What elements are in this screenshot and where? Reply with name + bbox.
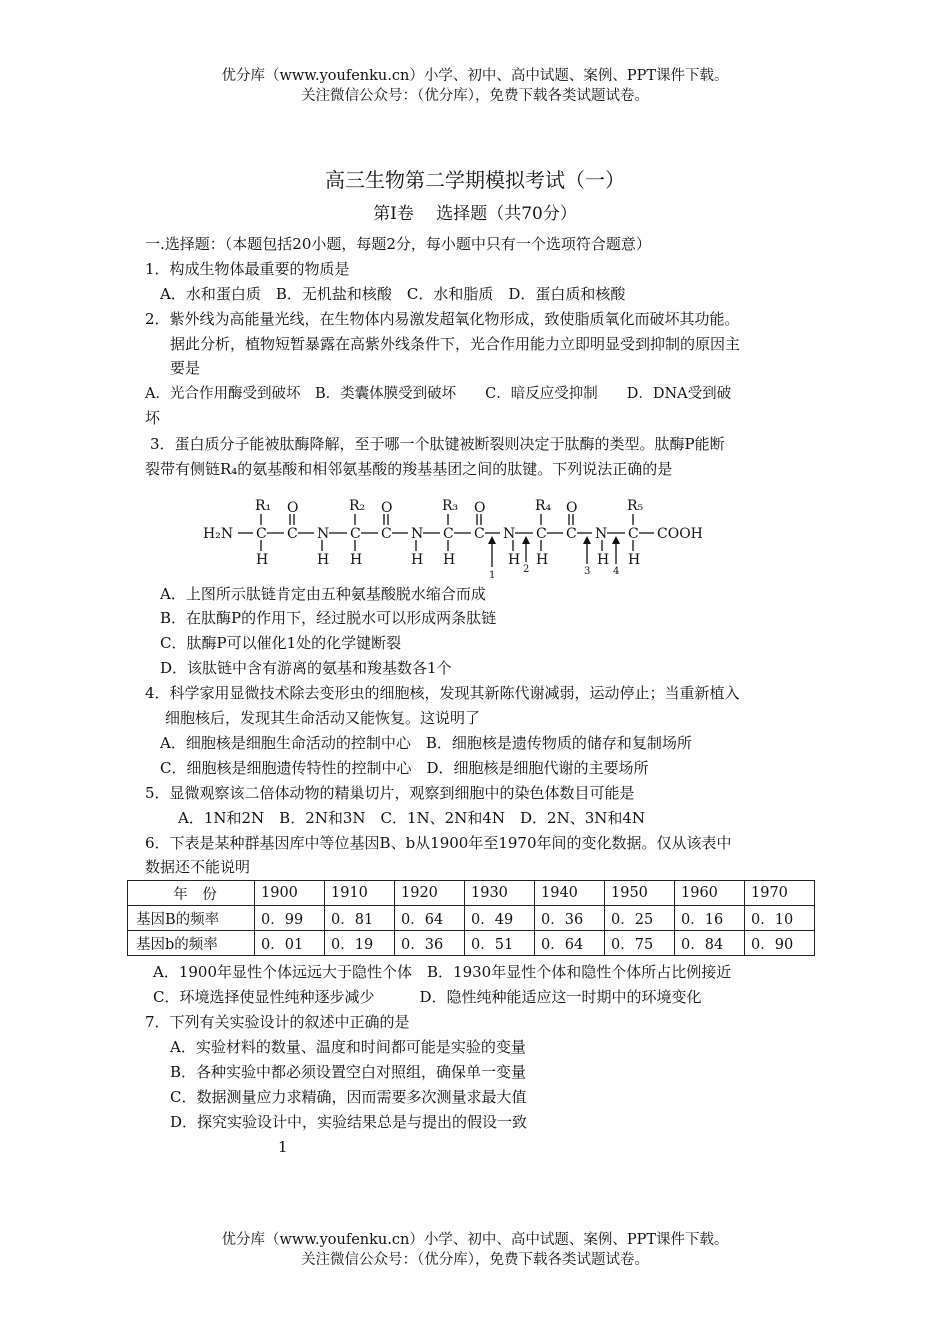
q2-stem-line-3: 要是 [170,359,201,377]
n-2: N [411,526,424,542]
table-year: 1940 [535,881,605,906]
q6-stem-line-1: 6．下表是某种群基因库中等位基因B、b从1900年至1970年间的变化数据。仅从该表中 [145,834,732,852]
table-cell: 0．49 [465,906,535,931]
table-cell: 0．81 [325,906,395,931]
table-header-label: 年 份 [128,881,255,906]
footer-line-2: 关注微信公众号：（优分库），免费下载各类试题试卷。 [301,1252,649,1268]
q1-stem: 1．构成生物体最重要的物质是 [145,260,350,278]
q3-stem-line-1: 3．蛋白质分子能被肽酶降解，至于哪一个肽键被断裂则决定于肽酶的类型。肽酶P能断 [150,435,725,453]
q2-options-line-1: A．光合作用酶受到破坏 B．类囊体膜受到破坏 C．暗反应受抑制 D．DNA受到破 [145,386,732,402]
header-line-2: 关注微信公众号：（优分库），免费下载各类试题试卷。 [301,88,649,104]
table-cell: 0．36 [395,931,465,956]
table-cell: 0．19 [325,931,395,956]
exam-title: 高三生物第二学期模拟考试（一） [325,168,625,192]
table-year: 1960 [675,881,745,906]
table-cell: 0．64 [535,931,605,956]
q4-options-line-2: C．细胞核是细胞遗传特性的控制中心 D．细胞核是细胞代谢的主要场所 [160,759,649,777]
row-label: 基因B的频率 [128,906,255,931]
row-label: 基因b的频率 [128,931,255,956]
marker-1: 1 [489,570,496,581]
q2-options-line-2: 坏 [145,409,161,427]
q6-options-line-2: C．环境选择使显性纯种逐步减少 D．隐性纯种能适应这一时期中的环境变化 [153,988,702,1006]
q3-option-a: A．上图所示肽链肯定由五种氨基酸脱水缩合而成 [160,585,486,603]
n-terminus-label: H₂N [203,526,234,542]
peptide-chain-diagram [195,492,725,582]
c-alpha-5: C [628,526,639,542]
marker-4: 4 [613,566,620,577]
r3-label: R₃ [442,498,459,514]
q6-options-line-1: A．1900年显性个体远远大于隐性个体 B．1930年显性个体和隐性个体所占比例接近 [153,963,732,981]
h-n-3: H [508,552,521,568]
n-3: N [503,526,516,542]
r1-label: R₁ [255,498,272,514]
q7-stem: 7．下列有关实验设计的叙述中正确的是 [145,1013,410,1031]
footer-line-1: 优分库（www.youfenku.cn）小学、初中、高中试题、案例、PPT课件下载。 [221,1232,729,1248]
table-year: 1900 [255,881,325,906]
header-line-1: 优分库（www.youfenku.cn）小学、初中、高中试题、案例、PPT课件下载。 [221,68,729,84]
n-1: N [317,526,330,542]
q2-stem-line-2: 据此分析，植物短暂暴露在高紫外线条件下，光合作用能力立即明显受到抑制的原因主 [170,335,741,353]
table-year: 1920 [395,881,465,906]
r5-label: R₅ [627,498,644,514]
c-carbonyl-4: C [566,526,577,542]
q6-stem-line-2: 数据还不能说明 [145,858,251,876]
part-heading: 第Ⅰ卷 选择题（共70分） [373,204,577,224]
c-alpha-4: C [536,526,547,542]
q3-option-c: C．肽酶P可以催化1处的化学键断裂 [160,634,402,652]
q4-stem-line-2: 细胞核后，发现其生命活动又能恢复。这说明了 [165,709,481,727]
h-n-2: H [411,552,424,568]
o-1: O [287,500,299,516]
table-cell: 0．01 [255,931,325,956]
q7-option-d: D．探究实验设计中，实验结果总是与提出的假设一致 [170,1113,528,1131]
o-2: O [381,500,393,516]
q3-stem-line-2: 裂带有侧链R₄的氨基酸和相邻氨基酸的羧基基团之间的肽键。下列说法正确的是 [145,460,673,478]
table-row [128,931,815,956]
c-carbonyl-2: C [381,526,392,542]
page-number: 1 [278,1138,288,1156]
c-alpha-2: C [350,526,361,542]
table-year: 1970 [745,881,815,906]
q4-options-line-1: A．细胞核是细胞生命活动的控制中心 B．细胞核是遗传物质的储存和复制场所 [160,734,692,752]
c-terminus-label: COOH [657,526,703,542]
c-alpha-3: C [443,526,454,542]
table-header-row [128,881,815,906]
h-alpha-2: H [350,552,363,568]
c-alpha-1: C [256,526,267,542]
table-row [128,906,815,931]
c-carbonyl-1: C [287,526,298,542]
table-cell: 0．75 [605,931,675,956]
h-alpha-1: H [256,552,269,568]
h-n-4: H [597,552,610,568]
h-alpha-3: H [443,552,456,568]
section-intro: 一.选择题：（本题包括20小题，每题2分，每小题中只有一个选项符合题意） [145,235,651,253]
table-cell: 0．16 [675,906,745,931]
q3-option-b: B．在肽酶P的作用下，经过脱水可以形成两条肽链 [160,609,497,627]
q2-stem-line-1: 2．紫外线为高能量光线，在生物体内易激发超氧化物形成，致使脂质氧化而破坏其功能。 [145,310,740,328]
table-cell: 0．99 [255,906,325,931]
q5-options: A．1N和2N B．2N和3N C．1N、2N和4N D．2N、3N和4N [178,809,646,827]
h-n-1: H [317,552,330,568]
q3-option-d: D．该肽链中含有游离的氨基和羧基数各1个 [160,659,452,677]
q4-stem-line-1: 4．科学家用显微技术除去变形虫的细胞核，发现其新陈代谢减弱，运动停止；当重新植入 [145,684,740,702]
table-cell: 0．90 [745,931,815,956]
table-year: 1950 [605,881,675,906]
c-carbonyl-3: C [474,526,485,542]
marker-3: 3 [584,566,591,577]
table-cell: 0．36 [535,906,605,931]
table-year: 1910 [325,881,395,906]
o-4: O [566,500,578,516]
h-alpha-5: H [628,552,641,568]
marker-2: 2 [523,564,530,575]
q7-option-a: A．实验材料的数量、温度和时间都可能是实验的变量 [170,1038,526,1056]
o-3: O [474,500,486,516]
q1-options: A．水和蛋白质 B．无机盐和核酸 C．水和脂质 D．蛋白质和核酸 [160,285,626,303]
r2-label: R₂ [349,498,366,514]
gene-frequency-table [127,880,815,956]
n-4: N [595,526,608,542]
table-cell: 0．10 [745,906,815,931]
r4-label: R₄ [535,498,552,514]
table-cell: 0．84 [675,931,745,956]
table-cell: 0．51 [465,931,535,956]
table-year: 1930 [465,881,535,906]
q7-option-b: B．各种实验中都必须设置空白对照组，确保单一变量 [170,1063,527,1081]
q7-option-c: C．数据测量应力求精确，因而需要多次测量求最大值 [170,1088,527,1106]
q5-stem: 5．显微观察该二倍体动物的精巢切片，观察到细胞中的染色体数目可能是 [145,784,635,802]
h-alpha-4: H [536,552,549,568]
table-cell: 0．25 [605,906,675,931]
table-cell: 0．64 [395,906,465,931]
